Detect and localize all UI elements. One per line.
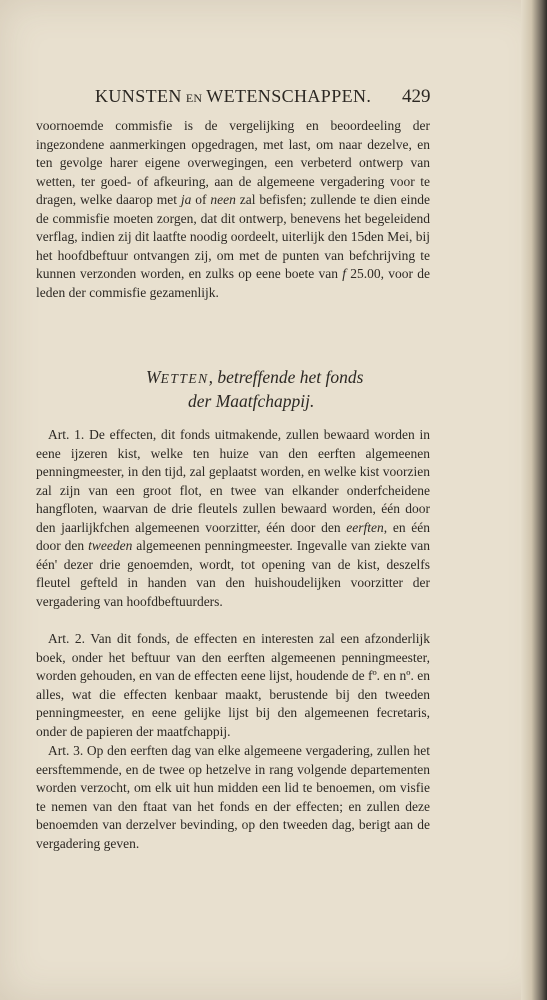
intro-text-c: zal befisfen; zullende te dien einde de commisfie moeten zorgen, dat dit ontwerp, benevens het begeleidend verflag, indien zij dit laatfte noodig oordeelt, uiterlijk den 15den Mei, bij het hoofdbeftuur ontvangen zij, om met de punten van befchrijving te kunnen verzonden worden, en zulks op eene boete van [36,192,430,281]
intro-text-a: voornoemde commisfie is de vergelijking en beoordeeling der ingezondene aanmerkingen opgedragen, met last, om naar dezelve, en ten gevolge harer eigene overwegingen, een verbeterd ontwerp van wetten, ter goed- of afkeuring, aan de algemeene vergadering voor te dragen, welke daarop met [36,118,430,207]
article-3-text: Op den eerften dag van elke algemeene vergadering, zullen het eersftemmende, en de twee op hetzelve in rang volgende departementen worden verzocht, om elk uit hun midden een lid te benoemen, om visfie te nemen van den ftaat van het fonds en der effecten; en zullen deze benoemden van derzelver bevinding, op den tweeden dag, berigt aan de vergadering geven. [36,743,431,851]
section-title [146,366,446,412]
article-2-text: Van dit fonds, de effecten en interesten zal een afzonderlijk boek, onder het beftuur van den eerften algemeenen penningmeester, worden gehouden, en van de effecten eene lijst, houdende de fº. en nº. en alles, wat die effecten kenbaar maakt, berustende bij den tweeden penningmeester, en eene gelijke lijst bij den algemeenen fecretaris, onder de papieren der maatfchappij. [36,631,430,739]
intro-em-neen: neen [210,192,236,207]
article-2-lead: Art. 2. [48,631,91,646]
intro-em-f: f [342,266,346,281]
article-1-em-b: tweeden [88,538,133,553]
title-caps: ETTEN [160,371,209,386]
article-3-lead: Art. 3. [48,743,87,758]
article-1-lead: Art. 1. [48,427,90,442]
intro-text-b: of [191,192,211,207]
article-1 [36,426,430,611]
header-left: KUNSTEN [95,86,182,106]
page-number: 429 [402,86,431,107]
running-header [95,86,435,107]
article-3 [36,742,430,853]
article-1-text-a: De effecten, dit fonds uitmakende, zullen bewaard worden in eene ijzeren kist, welke ten huize van den eerften algemeenen penningmeester, in den tijd, zal geplaatst worden, en welke kist voorzien zal zijn van een groot flot, en twee van elkander onderfcheidene hangfloten, waarvan de drie fleutels zullen bewaard worden, één door den jaarlijkfchen algemeenen voorzitter, één door den [36,427,430,535]
intro-em-ja: ja [180,192,192,207]
article-1-text-b: , en één door den [36,519,430,553]
page-gutter-shadow [521,0,547,1000]
intro-text-d: 25.00, voor de leden der commisfie gezamenlijk. [36,266,430,300]
article-1-em-a: eerften [346,519,384,535]
article-2 [36,630,430,741]
title-initial: W [146,367,161,387]
header-mid: EN [185,91,203,105]
title-line2: der Maatfchappij. [188,391,315,411]
title-line1-rest: , betreffende het fonds [208,367,364,387]
intro-paragraph [36,117,430,302]
header-right: WETENSCHAPPEN. [206,86,372,106]
article-1-text-c: algemeenen penningmeester. Ingevalle van ziekte van één' dezer drie genoemden, wordt, tot opening van de kist, deszelfs fleutel gefteld in handen van den huishoudelijken voorzitter der vergadering van hoofdbeftuurders. [36,538,430,609]
